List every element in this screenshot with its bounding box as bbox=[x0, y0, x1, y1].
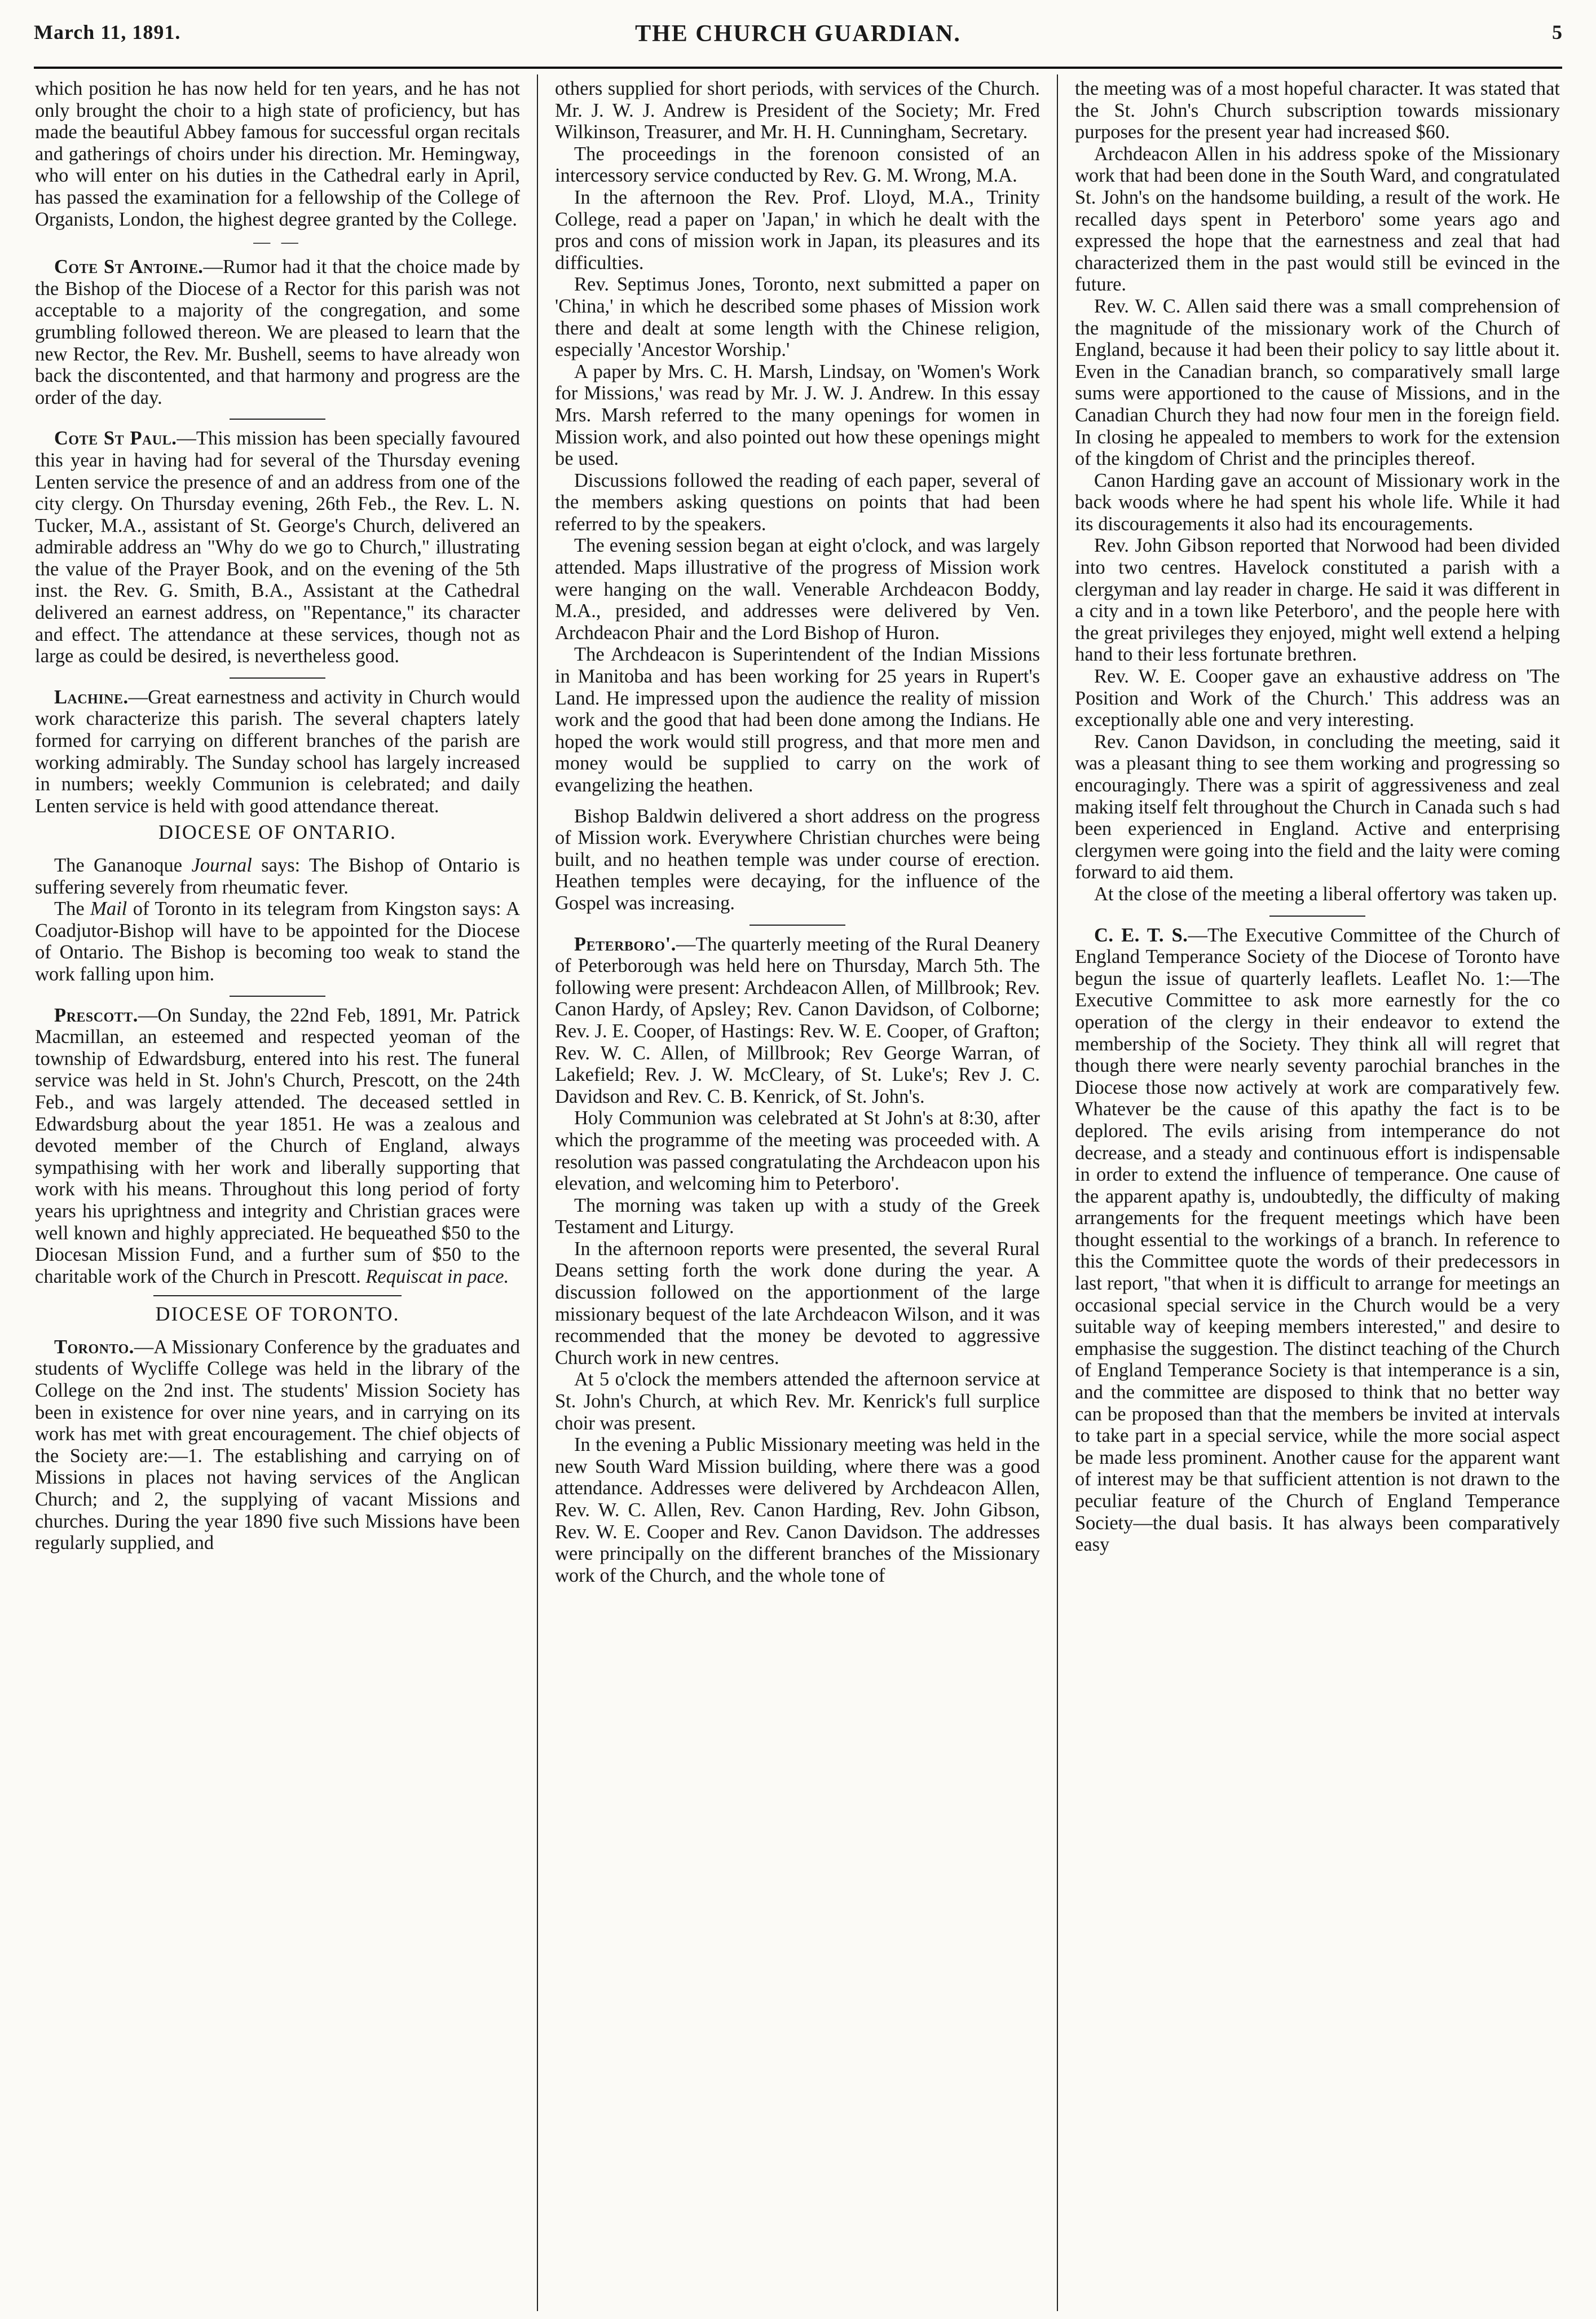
paragraph: Prescott.—On Sunday, the 22nd Feb, 1891, Mr. Patrick Macmillan, an esteemed and respected yeoman of the township of Edwardsburg, entered into his rest. The funeral service was held in St. John's Church, Prescott, on the 24th Feb., and was largely attended. The deceased settled in Edwardsburg about the year 1851. He was a zealous and devoted member of the Church of England, always sympathising with her work and liberally supporting that work with his means. Throughout this long period of forty years his uprightness and integrity and Christian graces were well known and highly appreciated. He bequeathed $50 to the Diocesan Mission Fund, and a further sum of $50 to the charitable work of the Church in Prescott. Requiscat in pace. bbox=[35, 1004, 520, 1287]
paragraph: In the afternoon reports were presented, the several Rural Deans setting forth the work done during the year. A discussion followed on the apportionment of the large missionary bequest of the late Archdeacon Wilson, and it was recommended that the money be devoted to aggressive Church work in new centres. bbox=[555, 1238, 1040, 1368]
column-1 bbox=[35, 78, 520, 2312]
masthead bbox=[34, 17, 1562, 68]
paragraph: Peterboro'.—The quarterly meeting of the Rural Deanery of Peterborough was held here on Thursday, March 5th. The following were present: Archdeacon Allen, of Millbrook; Rev. Canon Hardy, of Apsley; Rev. Canon Davidson, of Colborne; Rev. J. E. Cooper, of Hastings: Rev. W. E. Cooper, of Grafton; Rev. W. C. Allen, of Millbrook; Rev George Warran, of Lakefield; Rev. J. W. McCleary, of St. Luke's; Rev J. C. Davidson and Rev. C. B. Kenrick, of St. John's. bbox=[555, 933, 1040, 1107]
paragraph: In the evening a Public Missionary meeting was held in the new South Ward Mission building, where there was a good attendance. Addresses were delivered by Archdeacon Allen, Rev. W. C. Allen, Rev. Canon Harding, Rev. John Gibson, Rev. W. E. Cooper and Rev. Canon Davidson. The addresses were principally on the different branches of the Missionary work of the Church, and the whole tone of bbox=[555, 1434, 1040, 1586]
section-rule bbox=[230, 419, 325, 420]
paragraph: Archdeacon Allen in his address spoke of the Missionary work that had been done in the South Ward, and congratulated St. John's on the handsome building, a result of the work. He recalled days spent in Peterboro' some years ago and expressed the hope that the earnestness and zeal that had characterized them in the past would still be evinced in the future. bbox=[1075, 143, 1560, 296]
paragraph: Discussions followed the reading of each paper, several of the members asking questions on points that had been referred to by the speakers. bbox=[555, 469, 1040, 535]
column-2 bbox=[555, 78, 1040, 2312]
paragraph: Cote St Paul.—This mission has been specially favoured this year in having had for several of the Thursday evening Lenten service the presence of and an address from one of the city clergy. On Thursday evening, 26th Feb., the Rev. L. N. Tucker, M.A., assistant of St. George's Church, delivered an admirable address an "Why do we go to Church," illustrating the value of the Prayer Book, and on the evening of the 5th inst. the Rev. G. Smith, B.A., Assistant at the Cathedral delivered an earnest address, on "Repentance," its character and effect. The attendance at these services, though not as large as could be desired, is nevertheless good. bbox=[35, 428, 520, 667]
paragraph-lead: Peterboro'. bbox=[574, 933, 676, 955]
section-rule bbox=[230, 996, 325, 997]
paragraph: Holy Communion was celebrated at St John's at 8:30, after which the programme of the meeting was proceeded with. A resolution was passed congratulating the Archdeacon upon his elevation, and welcoming him to Peterboro'. bbox=[555, 1107, 1040, 1195]
section-heading: DIOCESE OF ONTARIO. bbox=[158, 821, 397, 844]
section-rule bbox=[230, 677, 325, 679]
column-divider bbox=[537, 74, 538, 2311]
paragraph-lead: Lachine. bbox=[54, 686, 129, 708]
paragraph-lead: Toronto. bbox=[54, 1336, 134, 1358]
masthead-rule bbox=[34, 67, 1562, 69]
paragraph: Cote St Antoine.—Rumor had it that the choice made by the Bishop of the Diocese of a Rector for this parish was not acceptable to a majority of the congregation, and some grumbling followed thereon. We are pleased to learn that the new Rector, the Rev. Mr. Bushell, seems to have already won back the discontented, and that harmony and progress are the order of the day. bbox=[35, 256, 520, 408]
paragraph: C. E. T. S.—The Executive Committee of the Church of England Temperance Society of the Diocese of Toronto have begun the issue of quarterly leaflets. Leaflet No. 1:—The Executive Committee to ask more earnestly for the co operation of the clergy in their endeavor to extend the membership of the Society. They think all will regret that though there were nearly seventy parochial branches in the Diocese those now actively at work are comparatively few. Whatever be the cause of this apathy the fact is to be deplored. The evils arising from intemperance do not decrease, and a steady and continuous effort is indispensable in order to extend the influence of temperance. One cause of the apparent apathy is, undoubtedly, the difficulty of making arrangements for the frequent meetings which have been thought essential to the workings of a branch. In reference to this the Committee quote the words of their predecessors in last report, "that when it is difficult to arrange for meetings an occasional special service in the Church would be a very suitable way of keeping members interested," and desire to emphasise the suggestion. The distinct teaching of the Church of England Temperance Society is that intemperance is a sin, and the committee are disposed to think that no better way can be proposed than that the members be invited at intervals to take part in a special service, while the more social aspect be made less prominent. Another cause for the apparent want of interest may be that sufficient attention is not drawn to the peculiar feature of the Church of England Temperance Society—the dual basis. It has always been comparatively easy bbox=[1075, 924, 1560, 1556]
paragraph: Canon Harding gave an account of Missionary work in the back woods where he had spent his whole life. While it had its discouragements it also had its encouragements. bbox=[1075, 469, 1560, 535]
paragraph: Bishop Baldwin delivered a short address on the progress of Mission work. Everywhere Christian churches were being built, and no heathen temple was under course of erection. Heathen temples were decaying, for the influence of the Gospel was increasing. bbox=[555, 805, 1040, 914]
paragraph: Rev. Canon Davidson, in concluding the meeting, said it was a pleasant thing to see them working and progressing so encouragingly. There was a spirit of aggressiveness and zeal making itself felt throughout the Church in Canada such s had been experienced in England. Active and enterprising clergymen were going into the field and the laity were coming forward to aid them. bbox=[1075, 731, 1560, 883]
paragraph-lead: Cote St Paul. bbox=[54, 428, 177, 450]
paragraph: which position he has now held for ten years, and he has not only brought the choir to a high state of proficiency, but has made the beautiful Abbey famous for successful organ recitals and gatherings of choirs under his direction. Mr. Hemingway, who will enter on his duties in the Cathedral early in April, has passed the examination for a fellowship of the College of Organists, London, the highest degree granted by the College. bbox=[35, 78, 520, 230]
paragraph: The proceedings in the forenoon consisted of an intercessory service conducted by Rev. G. M. Wrong, M.A. bbox=[555, 143, 1040, 187]
section-rule bbox=[749, 925, 845, 926]
issue-date: March 11, 1891. bbox=[34, 21, 181, 43]
paragraph-lead: C. E. T. S. bbox=[1094, 924, 1188, 946]
section-separator: — — bbox=[253, 232, 302, 252]
paragraph: The Mail of Toronto in its telegram from Kingston says: A Coadjutor-Bishop will have to be appointed for the Diocese of Ontario. The Bishop is becoming too weak to stand the work falling upon him. bbox=[35, 898, 520, 985]
paragraph: The evening session began at eight o'clock, and was largely attended. Maps illustrative of the progress of Mission work were hanging on the wall. Venerable Archdeacon Boddy, M.A., presided, and addresses were delivered by Ven. Archdeacon Phair and the Lord Bishop of Huron. bbox=[555, 535, 1040, 644]
paragraph: the meeting was of a most hopeful character. It was stated that the St. John's Church subscription towards missionary purposes for the present year had increased $60. bbox=[1075, 78, 1560, 143]
paragraph: In the afternoon the Rev. Prof. Lloyd, M.A., Trinity College, read a paper on 'Japan,' in which he dealt with the pros and cons of mission work in Japan, its pleasures and its difficulties. bbox=[555, 186, 1040, 274]
paragraph: The morning was taken up with a study of the Greek Testament and Liturgy. bbox=[555, 1194, 1040, 1238]
page-number: 5 bbox=[1552, 21, 1562, 43]
paragraph: The Gananoque Journal says: The Bishop of Ontario is suffering severely from rheumatic fever. bbox=[35, 855, 520, 898]
paragraph: Rev. W. E. Cooper gave an exhaustive address on 'The Position and Work of the Church.' This address was an exceptionally able one and very interesting. bbox=[1075, 666, 1560, 731]
paragraph: At the close of the meeting a liberal offertory was taken up. bbox=[1094, 883, 1558, 905]
paragraph: Lachine.—Great earnestness and activity in Church would work characterize this parish. The several chapters lately formed for carrying on different branches of the parish are working admirably. The Sunday school has largely increased in numbers; weekly Communion is celebrated; and daily Lenten service is held with good attendance thereat. bbox=[35, 686, 520, 817]
paragraph-lead: Cote St Antoine. bbox=[54, 256, 204, 278]
paragraph: Rev. W. C. Allen said there was a small comprehension of the magnitude of the missionary work of the Church of England, because it had been their policy to say little about it. Even in the Canadian branch, so comparatively small large sums were apportioned to the cause of Missions, and in the Canadian Church they had now four men in the foreign field. In closing he appealed to members to work for the extension of the kingdom of Christ and the principles thereof. bbox=[1075, 295, 1560, 470]
section-rule bbox=[153, 1295, 402, 1296]
section-rule bbox=[1269, 916, 1365, 917]
paragraph: others supplied for short periods, with services of the Church. Mr. J. W. J. Andrew is President of the Society; Mr. Fred Wilkinson, Treasurer, and Mr. H. H. Cunningham, Secretary. bbox=[555, 78, 1040, 143]
paragraph: The Archdeacon is Superintendent of the Indian Missions in Manitoba and has been working for 25 years in Rupert's Land. He impressed upon the audience the reality of mission work and the good that had been done among the Indians. He hoped the work would still progress, and that more men and money would be supplied to carry on the work of evangelizing the heathen. bbox=[555, 644, 1040, 796]
paragraph: At 5 o'clock the members attended the afternoon service at St. John's Church, at which Rev. Mr. Kenrick's full surplice choir was present. bbox=[555, 1368, 1040, 1434]
paragraph: A paper by Mrs. C. H. Marsh, Lindsay, on 'Women's Work for Missions,' was read by Mr. J. W. J. Andrew. In this essay Mrs. Marsh referred to the many openings for women in Mission work, and also pointed out how these openings might be used. bbox=[555, 360, 1040, 470]
newspaper-title: THE CHURCH GUARDIAN. bbox=[635, 21, 961, 47]
paragraph-lead: Prescott. bbox=[54, 1004, 138, 1026]
paragraph: Toronto.—A Missionary Conference by the graduates and students of Wycliffe College was held in the library of the College on the 2nd inst. The students' Mission Society has been in existence for over nine years, and in carrying on its work has met with great encouragement. The chief objects of the Society are:—1. The establishing and carrying on of Missions in places not having services of the Anglican Church; and 2, the supplying of vacant Missions and churches. During the year 1890 five such Missions have been regularly supplied, and bbox=[35, 1336, 520, 1554]
column-3 bbox=[1075, 78, 1560, 2312]
paragraph: Rev. Septimus Jones, Toronto, next submitted a paper on 'China,' in which he described some phases of Mission work there and dealt at some length with the Chinese religion, especially 'Ancestor Worship.' bbox=[555, 274, 1040, 361]
paragraph: Rev. John Gibson reported that Norwood had been divided into two centres. Havelock constituted a parish with a clergyman and lay reader in charge. He said it was different in a city and in a town like Peterboro', and the people here with the great privileges they enjoyed, might well extend a helping hand to their less fortunate brethren. bbox=[1075, 535, 1560, 666]
section-heading: DIOCESE OF TORONTO. bbox=[155, 1302, 400, 1326]
column-divider bbox=[1057, 74, 1058, 2311]
